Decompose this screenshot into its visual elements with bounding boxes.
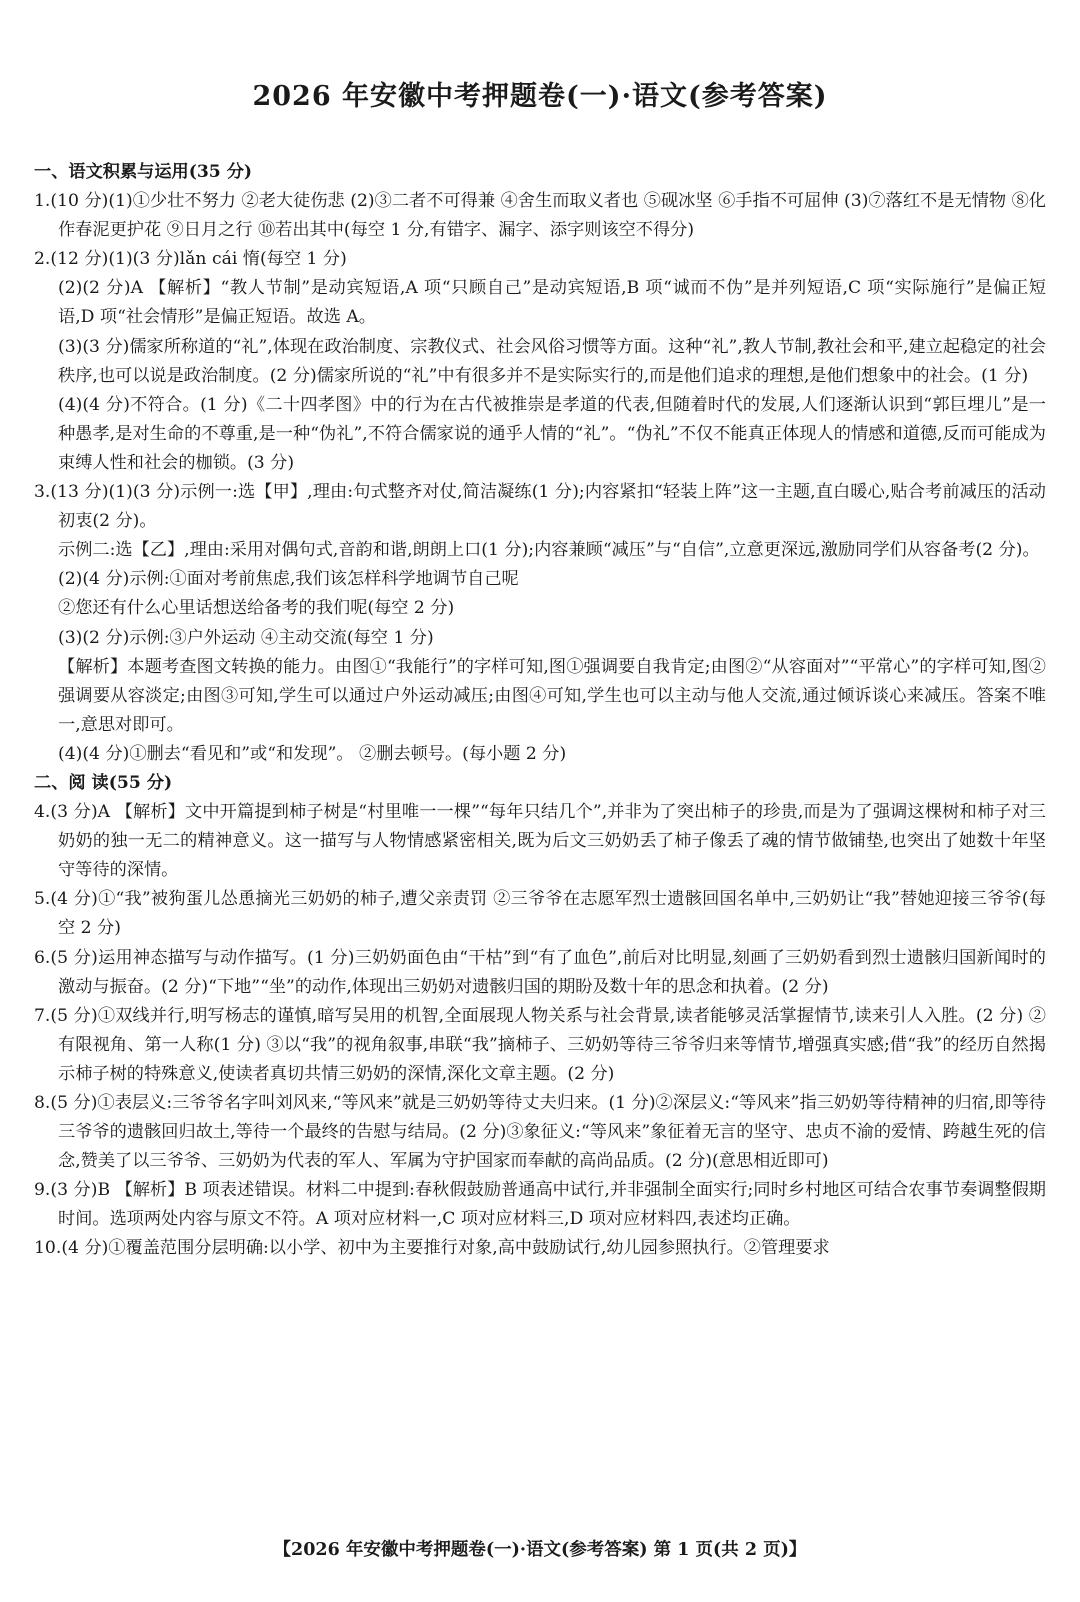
answer-line: 8.(5 分)①表层义:三爷爷名字叫刘风来,“等风来”就是三奶奶等待丈夫归来。(1 分)②深层义:“等风来”指三奶奶等待精神的归宿,即等待三爷爷的遗骸回归故土,等待一个最终的告慰与结局。(2 分)③象征义:“等风来”象征着无言的坚守、忠贞不渝的爱情、跨越生死的信念,赞美了以三爷爷、三奶奶为代表的军人、军属为守护国家而奉献的高尚品质。(2 分)(意思相近即可) bbox=[34, 1093, 1046, 1172]
answer-line: 3.(13 分)(1)(3 分)示例一:选【甲】,理由:句式整齐对仗,简洁凝练(1 分);内容紧扣“轻装上阵”这一主题,直白暖心,贴合考前减压的活动初衷(2 分)。 bbox=[34, 482, 1046, 532]
answer-line: 【解析】本题考查图文转换的能力。由图①“我能行”的字样可知,图①强调要自我肯定;由图②“从容面对”“平常心”的字样可知,图②强调要从容淡定;由图③可知,学生可以通过户外运动减压;由图④可知,学生也可以主动与他人交流,通过倾诉谈心来减压。答案不唯一,意思对即可。 bbox=[58, 656, 1046, 735]
answer-line: 4.(3 分)A 【解析】文中开篇提到柿子树是“村里唯一一棵”“每年只结几个”,并非为了突出柿子的珍贵,而是为了强调这棵树和柿子对三奶奶的独一无二的精神意义。这一描写与人物情感紧密相关,既为后文三奶奶丢了柿子像丢了魂的情节做铺垫,也突出了她数十年坚守等待的深情。 bbox=[34, 802, 1046, 881]
answer-line: 7.(5 分)①双线并行,明写杨志的谨慎,暗写吴用的机智,全面展现人物关系与社会背景,读者能够灵活掌握情节,读来引人入胜。(2 分) ②有限视角、第一人称(1 分) ③以“我”的视角叙事,串联“我”摘柿子、三奶奶等待三爷爷归来等情节,增强真实感;借“我”的经历自然揭示柿子树的特殊意义,使读者真切共情三奶奶的深情,深化文章主题。(2 分) bbox=[34, 1005, 1046, 1084]
page-footer: 【2026 年安徽中考押题卷(一)·语文(参考答案) 第 1 页(共 2 页)】 bbox=[273, 1540, 807, 1560]
answer-content bbox=[34, 158, 1046, 1264]
section-heading: 二、阅 读(55 分) bbox=[34, 772, 173, 793]
answer-line: 2.(12 分)(1)(3 分)lǎn cái 惰(每空 1 分) bbox=[34, 249, 347, 270]
answer-line: (2)(2 分)A 【解析】“教人节制”是动宾短语,A 项“只顾自己”是动宾短语,B 项“诚而不伪”是并列短语,C 项“实际施行”是偏正短语,D 项“社会情形”是偏正短语。故选 A。 bbox=[58, 278, 1046, 328]
answer-line: ②您还有什么心里话想送给备考的我们呢(每空 2 分) bbox=[58, 598, 455, 619]
answer-line: (3)(2 分)示例:③户外运动 ④主动交流(每空 1 分) bbox=[58, 627, 434, 648]
answer-line: (4)(4 分)不符合。(1 分)《二十四孝图》中的行为在古代被推崇是孝道的代表,但随着时代的发展,人们逐渐认识到“郭巨埋儿”是一种愚孝,是对生命的不尊重,是一种“伪礼”,不符合儒家说的通乎人情的“礼”。“伪礼”不仅不能真正体现人的情感和道德,反而可能成为束缚人性和社会的枷锁。(3 分) bbox=[58, 394, 1046, 473]
answer-line: 5.(4 分)①“我”被狗蛋儿怂恿摘光三奶奶的柿子,遭父亲责罚 ②三爷爷在志愿军烈士遗骸回国名单中,三奶奶让“我”替她迎接三爷爷(每空 2 分) bbox=[34, 889, 1046, 939]
answer-line: 10.(4 分)①覆盖范围分层明确:以小学、初中为主要推行对象,高中鼓励试行,幼儿园参照执行。②管理要求 bbox=[34, 1238, 830, 1259]
answer-line: (3)(3 分)儒家所称道的“礼”,体现在政治制度、宗教仪式、社会风俗习惯等方面。这种“礼”,教人节制,教社会和平,建立起稳定的社会秩序,也可以说是政治制度。(2 分)儒家所说的“礼”中有很多并不是实际实行的,而是他们追求的理想,是他们想象中的社会。(1 分) bbox=[58, 336, 1046, 386]
page-title: 2026 年安徽中考押题卷(一)·语文(参考答案) bbox=[252, 81, 828, 112]
answer-line: 9.(3 分)B 【解析】B 项表述错误。材料二中提到:春秋假鼓励普通高中试行,并非强制全面实行;同时乡村地区可结合农事节奏调整假期时间。选项两处内容与原文不符。A 项对应材料一,C 项对应材料三,D 项对应材料四,表述均正确。 bbox=[34, 1180, 1046, 1230]
answer-line: 示例二:选【乙】,理由:采用对偶句式,音韵和谐,朗朗上口(1 分);内容兼顾“减压”与“自信”,立意更深远,激励同学们从容备考(2 分)。 bbox=[58, 540, 1040, 561]
section-heading: 一、语文积累与运用(35 分) bbox=[34, 162, 253, 182]
answer-line: (4)(4 分)①删去“看见和”或“和发现”。 ②删去顿号。(每小题 2 分) bbox=[58, 743, 567, 764]
answer-line: 1.(10 分)(1)①少壮不努力 ②老大徒伤悲 (2)③二者不可得兼 ④舍生而取义者也 ⑤砚冰坚 ⑥手指不可屈伸 (3)⑦落红不是无情物 ⑧化作春泥更护花 ⑨日月之行 ⑩若出其中(每空 1 分,有错字、漏字、添字则该空不得分) bbox=[34, 191, 1046, 241]
answer-line: (2)(4 分)示例:①面对考前焦虑,我们该怎样科学地调节自己呢 bbox=[58, 569, 519, 590]
answer-line: 6.(5 分)运用神态描写与动作描写。(1 分)三奶奶面色由“干枯”到“有了血色”,前后对比明显,刻画了三奶奶看到烈士遗骸归国新闻时的激动与振奋。(2 分)“下地”“坐”的动作,体现出三奶奶对遗骸归国的期盼及数十年的思念和执着。(2 分) bbox=[34, 947, 1046, 997]
